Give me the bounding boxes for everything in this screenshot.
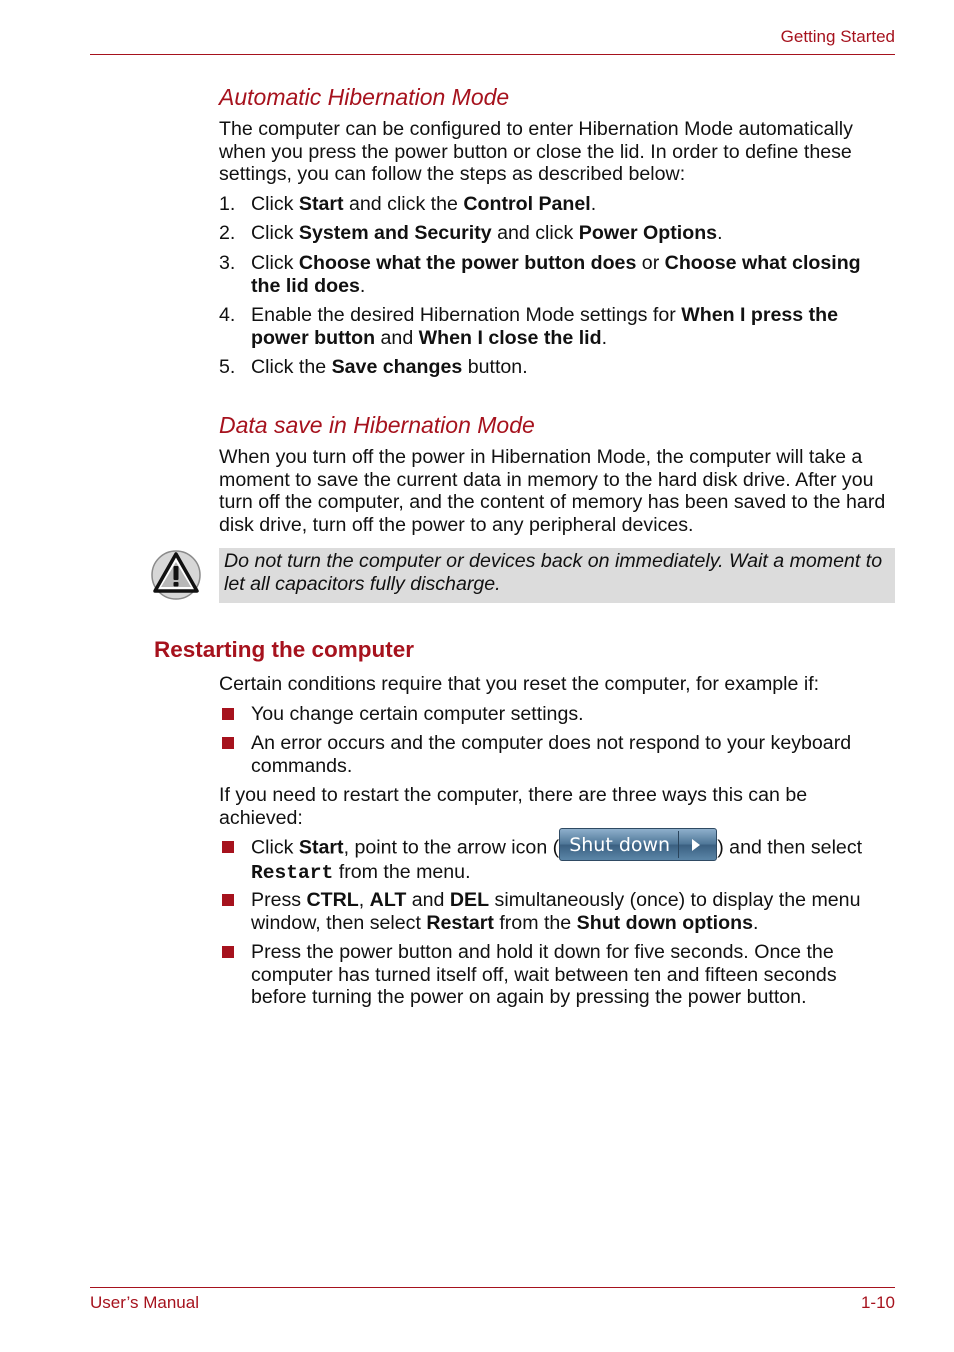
step-number: 2. (219, 222, 236, 244)
bullet-square-icon (222, 708, 234, 720)
header-rule (90, 54, 895, 55)
auto-hibernation-intro: The computer can be configured to enter Hibernation Mode automatically when you press the power button or close the lid. In order to define these settings, you can follow the steps as described below: (219, 118, 853, 186)
restarting-intro: Certain conditions require that you reset the computer, for example if: (219, 673, 820, 695)
ui-term: Power Options (578, 222, 718, 244)
ui-term: Choose what closing the lid does (251, 252, 861, 297)
step-number: 3. (219, 252, 236, 274)
step-number: 4. (219, 304, 236, 326)
caution-text: Do not turn the computer or devices back on immediately. Wait a moment to let all capacitors fully discharge. (224, 550, 883, 595)
step-4: 4. Enable the desired Hibernation Mode settings for When I press the power button and When I close the lid. (219, 304, 839, 349)
list-item: You change certain computer settings. (219, 703, 895, 726)
warning-triangle-icon (150, 548, 202, 602)
restarting-heading: Restarting the computer (154, 637, 415, 662)
ui-term: Control Panel (463, 193, 591, 215)
list-item: An error occurs and the computer does not respond to your keyboard commands. (219, 732, 895, 778)
list-item: Press the power button and hold it down for five seconds. Once the computer has turned itself off, wait between ten and fifteen seconds before turning the power on again by pressing the power button. (219, 941, 895, 1010)
ui-term: When I press the power button (251, 304, 839, 349)
ways-intro: If you need to restart the computer, there are three ways this can be achieved: (219, 784, 808, 829)
step-number: 5. (219, 356, 236, 378)
page-number: 1-10 (860, 1293, 895, 1312)
bullet-square-icon (222, 737, 234, 749)
ui-term: When I close the lid (418, 326, 602, 349)
bullet-square-icon (222, 841, 234, 853)
running-header: Getting Started (780, 27, 895, 46)
list-item: Click Start, point to the arrow icon ( Shut down ) and then select Restart from the menu. (219, 836, 895, 882)
list-item: Press CTRL, ALT and DEL simultaneously (once) to display the menu window, then select Restart from the Shut down options. (219, 889, 895, 935)
auto-hibernation-heading: Automatic Hibernation Mode (219, 84, 510, 110)
data-save-heading: Data save in Hibernation Mode (219, 412, 535, 438)
step-1: 1. Click Start and click the Control Panel. (219, 193, 597, 215)
caution-note (219, 548, 895, 603)
step-3: 3. Click Choose what the power button does or Choose what closing the lid does. (219, 252, 861, 297)
step-number: 1. (219, 193, 236, 215)
data-save-body: When you turn off the power in Hibernation Mode, the computer will take a moment to save the current data in memory to the hard disk drive. After you turn off the computer, and the content of memory has been saved to the hard disk drive, turn off the power to any peripheral devices. (219, 446, 886, 536)
step-5: 5. Click the Save changes button. (219, 356, 528, 378)
shut-down-button-image: Shut down (559, 828, 717, 861)
ui-term: Start (298, 193, 344, 215)
arrow-right-icon (692, 839, 700, 851)
bullet-square-icon (222, 894, 234, 906)
ui-term: Start (298, 836, 344, 859)
ui-term: System and Security (298, 222, 492, 244)
ui-term: Save changes (331, 356, 463, 378)
footer-rule (90, 1287, 895, 1288)
step-2: 2. Click System and Security and click Power Options. (219, 222, 723, 244)
menu-command: Restart (251, 862, 334, 884)
ui-term: Choose what the power button does (298, 252, 637, 274)
bullet-square-icon (222, 946, 234, 958)
footer-manual-title: User’s Manual (90, 1293, 199, 1312)
